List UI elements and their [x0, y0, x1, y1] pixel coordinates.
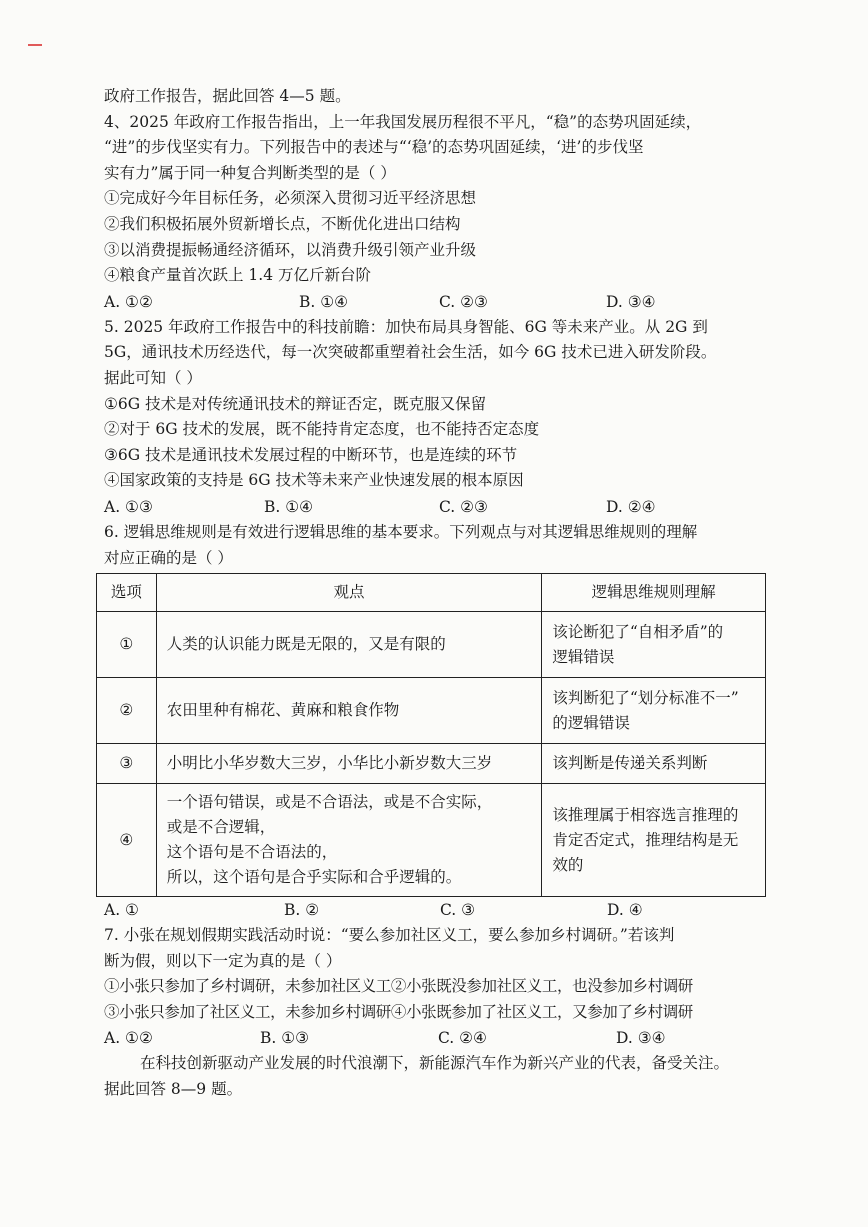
table-row	[97, 612, 766, 678]
q7-stem-2: 断为假，则以下一定为真的是（ ）	[104, 951, 342, 970]
q5-stem-2: 5G，通讯技术历经迭代，每一次突破都重塑着社会生活，如今 6G 技术已进入研发阶段。	[104, 343, 717, 362]
q7-option-d: D. ③④	[616, 1029, 666, 1048]
q7-options	[104, 1025, 772, 1051]
q4-option-a: A. ①②	[104, 292, 153, 311]
q5-item-4: ④国家政策的支持是 6G 技术等未来产业快速发展的根本原因	[104, 471, 524, 490]
table-row	[97, 678, 766, 744]
red-mark	[28, 44, 42, 46]
q4-stem-1: 4、2025 年政府工作报告指出，上一年我国发展历程很不平凡，“稳”的态势巩固延续，	[104, 112, 702, 131]
q6-option-c: C. ③	[440, 901, 476, 920]
header-view: 观点	[156, 574, 542, 612]
question-6	[104, 520, 772, 923]
q7-option-b: B. ①③	[260, 1029, 310, 1048]
row-number: ②	[97, 678, 157, 744]
q7-option-a: A. ①②	[104, 1029, 153, 1048]
table-row	[97, 744, 766, 784]
q6-option-b: B. ②	[284, 901, 320, 920]
q6-stem-2: 对应正确的是（ ）	[104, 548, 233, 567]
q4-item-2: ②我们积极拓展外贸新增长点，不断优化进出口结构	[104, 214, 461, 233]
q4-item-1: ①完成好今年目标任务，必须深入贯彻习近平经济思想	[104, 189, 477, 208]
exam-page	[104, 84, 772, 1103]
question-5	[104, 315, 772, 520]
row-rule: 该判断是传递关系判断	[542, 744, 766, 784]
row-number: ①	[97, 612, 157, 678]
q4-option-b: B. ①④	[299, 292, 349, 311]
question-7	[104, 923, 772, 1051]
q7-option-c: C. ②④	[438, 1029, 487, 1048]
q4-stem-2: “进”的步伐坚实有力。下列报告中的表述与“‘稳’的态势巩固延续，‘进’的步伐坚	[104, 138, 644, 157]
q7-items-2: ③小张只参加了社区义工，未参加乡村调研④小张既参加了社区义工，又参加了乡村调研	[104, 1002, 693, 1021]
row-view: 人类的认识能力既是无限的，又是有限的	[156, 612, 542, 678]
q5-option-c: C. ②③	[439, 497, 488, 516]
q6-option-a: A. ①	[104, 901, 139, 920]
q5-stem-3: 据此可知（ ）	[104, 368, 202, 387]
q4-options	[104, 289, 772, 315]
header-option: 选项	[97, 574, 157, 612]
row-rule: 该判断犯了“划分标准不一” 的逻辑错误	[542, 678, 766, 744]
row-view: 小明比小华岁数大三岁，小华比小新岁数大三岁	[156, 744, 542, 784]
q5-option-a: A. ①③	[104, 497, 153, 516]
logic-rules-table	[96, 573, 766, 897]
table-row	[97, 784, 766, 897]
header-rule: 逻辑思维规则理解	[542, 574, 766, 612]
row-number: ③	[97, 744, 157, 784]
q5-stem-1: 5. 2025 年政府工作报告中的科技前瞻：加快布局具身智能、6G 等未来产业。从 2G 到	[104, 317, 708, 336]
row-view: 一个语句错误，或是不合语法，或是不合实际， 或是不合逻辑， 这个语句是不合语法的， 所以，这个语句是合乎实际和合乎逻辑的。	[156, 784, 542, 897]
q5-option-d: D. ②④	[606, 497, 656, 516]
q5-option-b: B. ①④	[264, 497, 314, 516]
q7-stem-1: 7. 小张在规划假期实践活动时说：“要么参加社区义工，要么参加乡村调研。”若该判	[104, 926, 675, 945]
q5-item-1: ①6G 技术是对传统通讯技术的辩证否定，既克服又保留	[104, 394, 487, 413]
row-view: 农田里种有棉花、黄麻和粮食作物	[156, 678, 542, 744]
question-4	[104, 110, 772, 315]
row-rule: 该推理属于相容选言推理的 肯定否定式，推理结构是无 效的	[542, 784, 766, 897]
q4-item-3: ③以消费提振畅通经济循环，以消费升级引领产业升级	[104, 240, 477, 259]
intro-line: 政府工作报告，据此回答 4—5 题。	[104, 87, 351, 105]
q4-item-4: ④粮食产量首次跃上 1.4 万亿斤新台阶	[104, 266, 372, 285]
closing-line-2: 据此回答 8—9 题。	[104, 1080, 243, 1099]
q4-stem-3: 实有力”属于同一种复合判断类型的是（ ）	[104, 163, 396, 182]
q6-stem-1: 6. 逻辑思维规则是有效进行逻辑思维的基本要求。下列观点与对其逻辑思维规则的理解	[104, 522, 698, 541]
q4-option-c: C. ②③	[439, 292, 488, 311]
closing-line-1: 在科技创新驱动产业发展的时代浪潮下，新能源汽车作为新兴产业的代表，备受关注。	[140, 1054, 730, 1073]
row-number: ④	[97, 784, 157, 897]
q6-options	[104, 897, 772, 923]
q5-options	[104, 494, 772, 520]
q5-item-2: ②对于 6G 技术的发展，既不能持肯定态度，也不能持否定态度	[104, 420, 540, 439]
q6-option-d: D. ④	[607, 901, 643, 920]
q4-option-d: D. ③④	[606, 292, 656, 311]
q7-items-1: ①小张只参加了乡村调研，未参加社区义工②小张既没参加社区义工，也没参加乡村调研	[104, 977, 693, 996]
table-header-row	[97, 574, 766, 612]
q5-item-3: ③6G 技术是通讯技术发展过程的中断环节，也是连续的环节	[104, 445, 518, 464]
row-rule: 该论断犯了“自相矛盾”的 逻辑错误	[542, 612, 766, 678]
